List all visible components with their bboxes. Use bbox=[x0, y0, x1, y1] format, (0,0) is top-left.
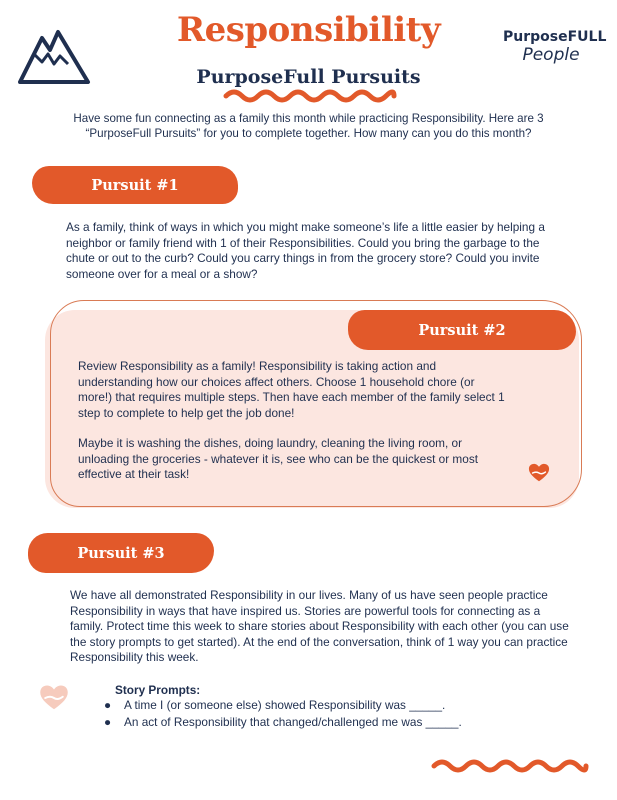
wave-divider-top bbox=[222, 86, 398, 106]
heart-hand-icon bbox=[528, 462, 550, 484]
pursuit-3-label: Pursuit #3 bbox=[77, 544, 165, 562]
story-prompts-heading: Story Prompts: bbox=[115, 683, 201, 697]
brand-logo bbox=[503, 29, 607, 65]
pursuit-1-badge bbox=[32, 166, 238, 204]
pursuit-1-label: Pursuit #1 bbox=[91, 176, 179, 194]
bullet: ● bbox=[104, 698, 112, 712]
bullet: ● bbox=[104, 715, 112, 729]
pursuit-1-text: As a family, think of ways in which you might make someone’s life a little easier by helping a neighbor or family friend with 1 of their Responsibilities. Could you bring the garbage to the chute or out to the curb? Could you carry things in from the grocery store? Could you invite someone over for a meal or a show? bbox=[66, 220, 545, 281]
heart-hand-icon-light bbox=[39, 683, 69, 713]
page-title: Responsibility bbox=[176, 10, 441, 50]
list-item bbox=[98, 714, 518, 731]
story-prompt-text: An act of Responsibility that changed/challenged me was _____. bbox=[124, 715, 462, 729]
wave-divider-bottom bbox=[430, 756, 590, 776]
page-subtitle: PurposeFull Pursuits bbox=[196, 66, 421, 88]
story-prompt-text: A time I (or someone else) showed Responsibility was _____. bbox=[124, 698, 446, 712]
intro-text: Have some fun connecting as a family this month while practicing Responsibility. Here are 3 “PurposeFull Pursuits” for you to complete together. How many can you do this month? bbox=[73, 112, 544, 140]
brand-logo-line2: People bbox=[522, 45, 580, 65]
pursuit-2-label: Pursuit #2 bbox=[418, 321, 506, 339]
pursuit-2-paragraph-2: Maybe it is washing the dishes, doing laundry, cleaning the living room, or unloading the groceries - whatever it is, see who can be the quickest or most effective at their task! bbox=[78, 436, 478, 481]
story-prompts-list bbox=[98, 697, 518, 731]
pursuit-2-badge bbox=[348, 310, 576, 350]
brand-logo-line1: PurposeFULL bbox=[503, 29, 607, 45]
pursuit-3-badge bbox=[28, 533, 214, 573]
pursuit-2-text bbox=[78, 359, 506, 498]
pursuit-2-paragraph-1: Review Responsibility as a family! Responsibility is taking action and understanding how our choices affect others. Choose 1 household chore (or more!) that requires multiple steps. Then have each member of the family select 1 step to complete to help get the job done! bbox=[78, 359, 505, 420]
pursuit-3-text: We have all demonstrated Responsibility in our lives. Many of us have seen people practice Responsibility in ways that have inspired us. Stories are powerful tools for connecting as a family. Protect time this week to share stories about Responsibility with each other (you can use the story prompts to get started). At the end of the conversation, think of 1 way you can practice Responsibility this week. bbox=[70, 588, 569, 664]
list-item bbox=[98, 697, 518, 714]
